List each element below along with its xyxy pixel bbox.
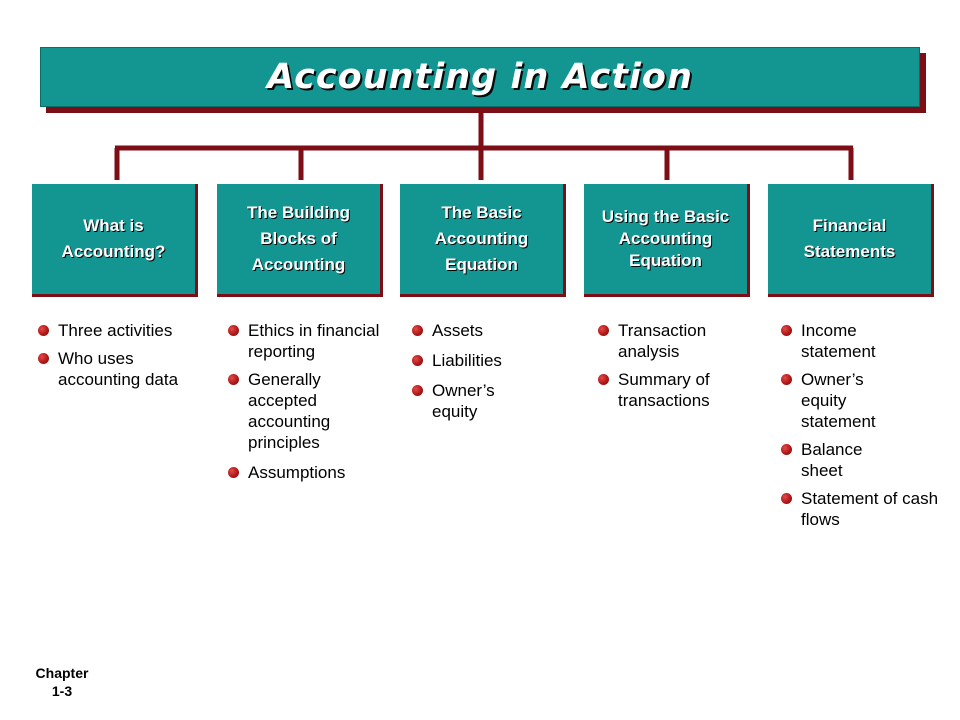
list-item: Generally accepted accounting principles: [226, 369, 386, 453]
list-item: Owner’s equity: [410, 380, 532, 422]
list-item: Who uses accounting data: [36, 348, 196, 390]
bullet-icon: [228, 374, 239, 385]
list-item: Assumptions: [226, 462, 386, 483]
list-basic-equation: [410, 320, 570, 431]
list-financial-statements: [779, 320, 939, 539]
list-item: Liabilities: [410, 350, 570, 371]
box-what-is-accounting: [32, 184, 198, 297]
list-item: Ethics in financial reporting: [226, 320, 386, 362]
bullet-icon: [228, 467, 239, 478]
bullet-icon: [412, 385, 423, 396]
bullet-icon: [228, 325, 239, 336]
bullet-icon: [38, 325, 49, 336]
list-item: Balance sheet: [779, 439, 901, 481]
list-item: Income statement: [779, 320, 911, 362]
box-label: The Building Blocks of Accounting: [247, 203, 350, 274]
box-label: Using the Basic Accounting Equation: [601, 207, 730, 270]
list-item: Owner’s equity statement: [779, 369, 901, 432]
page-title: Accounting in Action: [267, 57, 693, 97]
box-basic-equation: [400, 184, 566, 297]
box-financial-statements: [768, 184, 934, 297]
bullet-icon: [781, 325, 792, 336]
list-item: Assets: [410, 320, 570, 341]
bullet-icon: [781, 374, 792, 385]
chapter-label: [27, 664, 97, 700]
bullet-icon: [781, 493, 792, 504]
list-using-equation: [596, 320, 756, 420]
chapter-number: 1-3: [51, 683, 73, 699]
bullet-icon: [598, 374, 609, 385]
box-building-blocks: [217, 184, 383, 297]
box-label: The Basic Accounting Equation: [434, 203, 529, 274]
bullet-icon: [781, 444, 792, 455]
list-building-blocks: [226, 320, 386, 492]
list-item: Transaction analysis: [596, 320, 738, 362]
bullet-icon: [412, 325, 423, 336]
chapter-text: Chapter: [35, 665, 89, 681]
box-label: What is Accounting?: [61, 216, 166, 261]
box-label: Financial Statements: [803, 216, 896, 261]
box-using-equation: [584, 184, 750, 297]
list-item: Statement of cash flows: [779, 488, 941, 530]
bullet-icon: [38, 353, 49, 364]
list-item: Three activities: [36, 320, 196, 341]
list-item: Summary of transactions: [596, 369, 756, 411]
list-what-is-accounting: [36, 320, 196, 399]
bullet-icon: [412, 355, 423, 366]
bullet-icon: [598, 325, 609, 336]
